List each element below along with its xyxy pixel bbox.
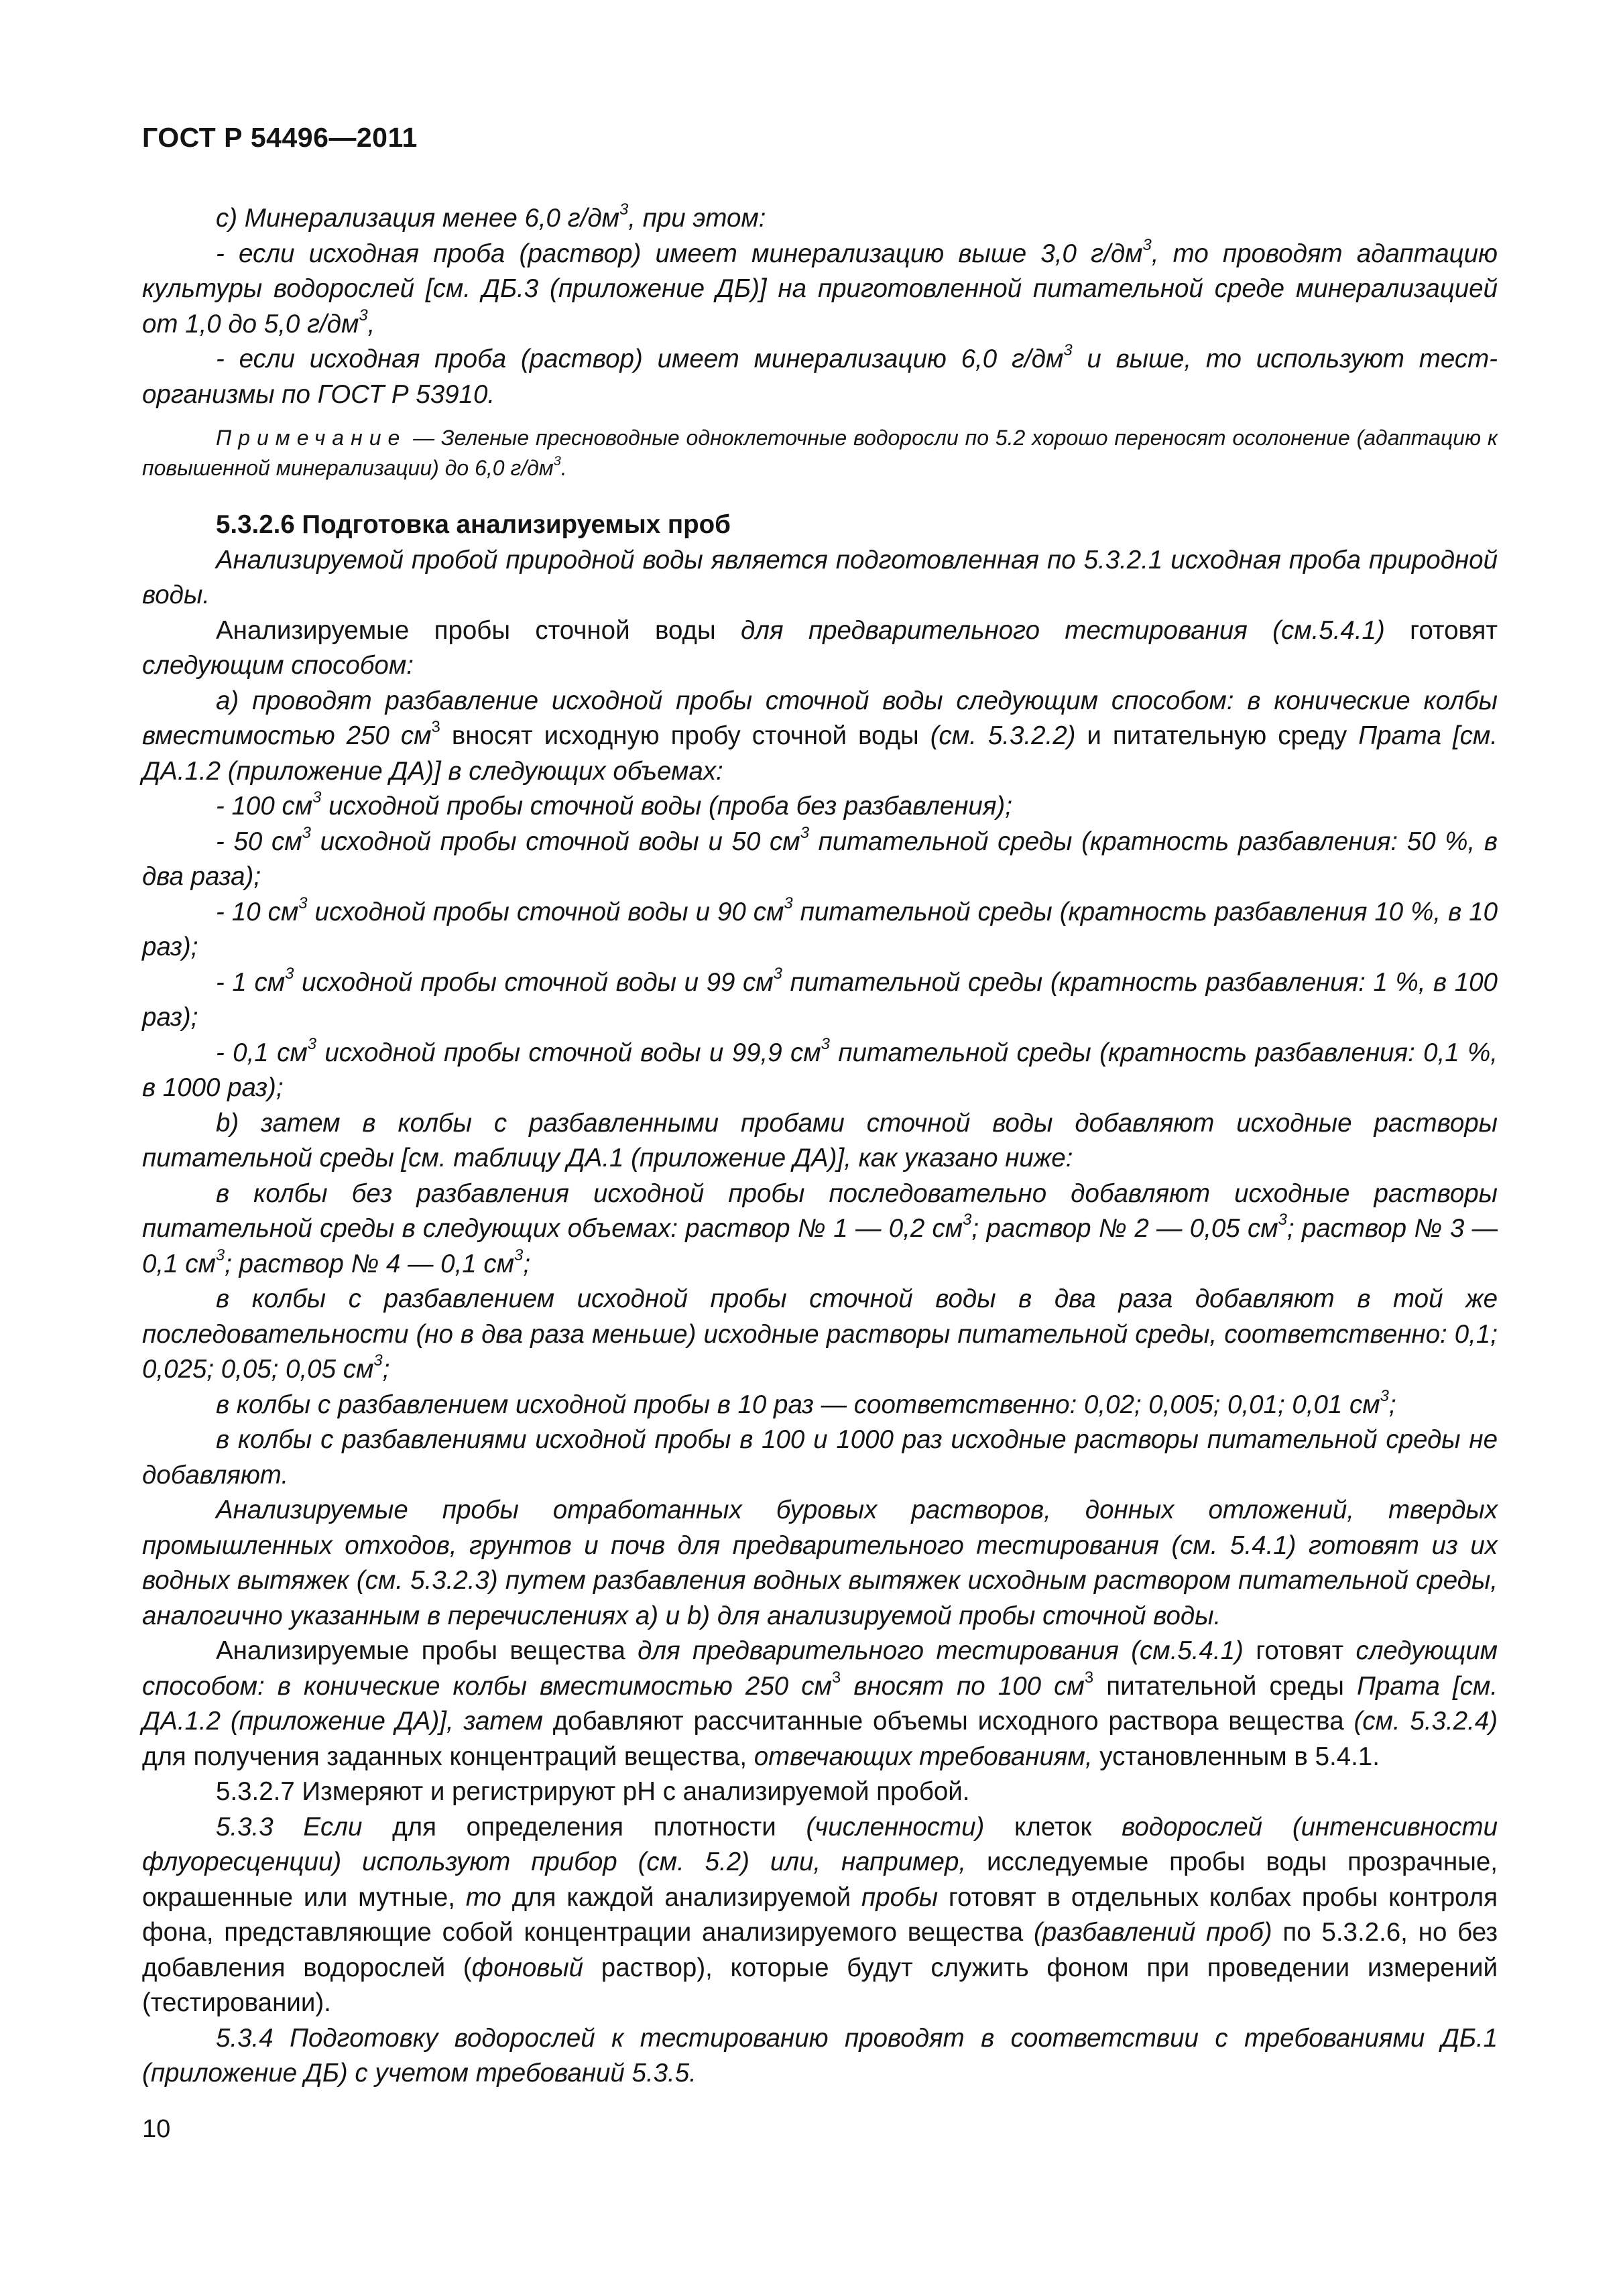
- paragraph-above-3: - если исходная проба (раствор) имеет минерализацию выше 3,0 $г/дм^3$, то проводят адаптацию культуры водорослей [см. ДБ.3 (приложение ДБ)] на приготовленной питательной среде минерализацией от 1,0 до 5,0 $г/дм^3$,: [142, 235, 1498, 339]
- list-item-10: - 10 $см^3$ исходной пробы сточной воды и 90 $см^3$ питательной среды (кратность разбавления 10 %, в 10 раз);: [142, 894, 1498, 961]
- paragraph-twofold-dilution: в колбы с разбавлением исходной пробы сточной воды в два раза добавляют в той же последовательности (но в два раза меньше) исходные растворы питательной среды, соответственно: 0,1; 0,025; 0,05; 0,05 $см^3$;: [142, 1284, 1498, 1384]
- paragraph-tenfold-dilution: в колбы с разбавлением исходной пробы в 10 раз — соответственно: 0,02; 0,005; 0,01; 0,01 $см^3$;: [216, 1386, 1396, 1419]
- paragraph-substance-samples: Анализируемые пробы вещества для предварительного тестирования (см.5.4.1) готовят следующим способом: в конические колбы вместимостью 250 $см^3$ вносят по 100 $см^3$ питательной среды Прата [см. ДА.1.2 (приложение ДА)], затем добавляют рассчитанные объемы исходного раствора вещества (см. 5.3.2.4) для получения заданных концентраций вещества, отвечающих требованиям, установленным в 5.4.1.: [142, 1636, 1498, 1771]
- paragraph-100-1000-dilution: в колбы с разбавлениями исходной пробы в 100 и 1000 раз исходные растворы питательной среды не добавляют.: [142, 1425, 1498, 1490]
- section-heading-5-3-2-6: 5.3.2.6 Подготовка анализируемых проб: [216, 510, 731, 539]
- page-number: 10: [142, 2115, 171, 2143]
- paragraph-a-dilution: а) проводят разбавление исходной пробы сточной воды следующим способом: в конические колбы вместимостью 250 $см^3$ вносят исходную пробу сточной воды (см. 5.3.2.2) и питательную среду Прата [см. ДА.1.2 (приложение ДА)] в следующих объемах:: [142, 686, 1498, 786]
- paragraph-c-mineralization: c) Минерализация менее 6,0 $г/дм^3$, при этом:: [216, 200, 766, 233]
- paragraph-natural-water: Анализируемой пробой природной воды является подготовленная по 5.3.2.1 исходная проба природной воды.: [142, 545, 1498, 609]
- page-header-doc-id: ГОСТ Р 54496—2011: [142, 122, 418, 153]
- note-label: Примечание: [216, 426, 407, 450]
- document-body: [142, 201, 1498, 2092]
- paragraph-5-3-4: 5.3.4 Подготовку водорослей к тестированию проводят в соответствии с требованиями ДБ.1 (приложение ДБ) с учетом требований 5.3.5.: [142, 2023, 1498, 2088]
- list-item-0-1: - 0,1 $см^3$ исходной пробы сточной воды и 99,9 $см^3$ питательной среды (кратность разбавления: 0,1 %, в 1000 раз);: [142, 1034, 1498, 1102]
- paragraph-wastewater-samples: Анализируемые пробы сточной воды для предварительного тестирования (см.5.4.1) готовят следующим способом:: [142, 615, 1498, 680]
- list-item-1: - 1 $см^3$ исходной пробы сточной воды и 99 $см^3$ питательной среды (кратность разбавления: 1 %, в 100 раз);: [142, 964, 1498, 1032]
- paragraph-no-dilution: в колбы без разбавления исходной пробы последовательно добавляют исходные растворы питательной среды в следующих объемах: раствор № 1 — 0,2 $см^3$; раствор № 2 — 0,05 $см^3$; раствор № 3 — 0,1 $см^3$; раствор № 4 — 0,1 $см^3$;: [142, 1179, 1498, 1278]
- note: Примечание — Зеленые пресноводные одноклеточные водоросли по 5.2 хорошо переносят осолонение (адаптацию к повышенной минерализации) до 6,0 $г/дм^3$.: [142, 426, 1498, 480]
- paragraph-drilling-fluids: Анализируемые пробы отработанных буровых растворов, донных отложений, твердых промышленных отходов, грунтов и почв для предварительного тестирования (см. 5.4.1) готовят из их водных вытяжек (см. 5.3.2.3) путем разбавления водных вытяжек исходным раствором питательной среды, аналогично указанным в перечислениях а) и b) для анализируемой пробы сточной воды.: [142, 1496, 1498, 1630]
- paragraph-b-add-solutions: b) затем в колбы с разбавленными пробами сточной воды добавляют исходные растворы питательной среды [см. таблицу ДА.1 (приложение ДА)], как указано ниже:: [142, 1108, 1498, 1172]
- paragraph-5-3-3: 5.3.3 Если для определения плотности (численности) клеток водорослей (интенсивности флуоресценции) используют прибор (см. 5.2) или, например, исследуемые пробы воды прозрачные, окрашенные или мутные, то для каждой анализируемой пробы готовят в отдельных колбах пробы контроля фона, представляющие собой концентрации анализируемого вещества (разбавлений проб) по 5.3.2.6, но без добавления водорослей (фоновый раствор), которые будут служить фоном при проведении измерений (тестировании).: [142, 1812, 1498, 2017]
- paragraph-above-6: - если исходная проба (раствор) имеет минерализацию 6,0 $г/дм^3$ и выше, то используют тест-организмы по ГОСТ Р 53910.: [142, 341, 1498, 409]
- list-item-50: - 50 $см^3$ исходной пробы сточной воды и 50 $см^3$ питательной среды (кратность разбавления: 50 %, в два раза);: [142, 823, 1498, 891]
- paragraph-5-3-2-7: 5.3.2.7 Измеряют и регистрируют pH с анализируемой пробой.: [216, 1777, 970, 1806]
- list-item-100: - 100 $см^3$ исходной пробы сточной воды (проба без разбавления);: [216, 788, 1012, 821]
